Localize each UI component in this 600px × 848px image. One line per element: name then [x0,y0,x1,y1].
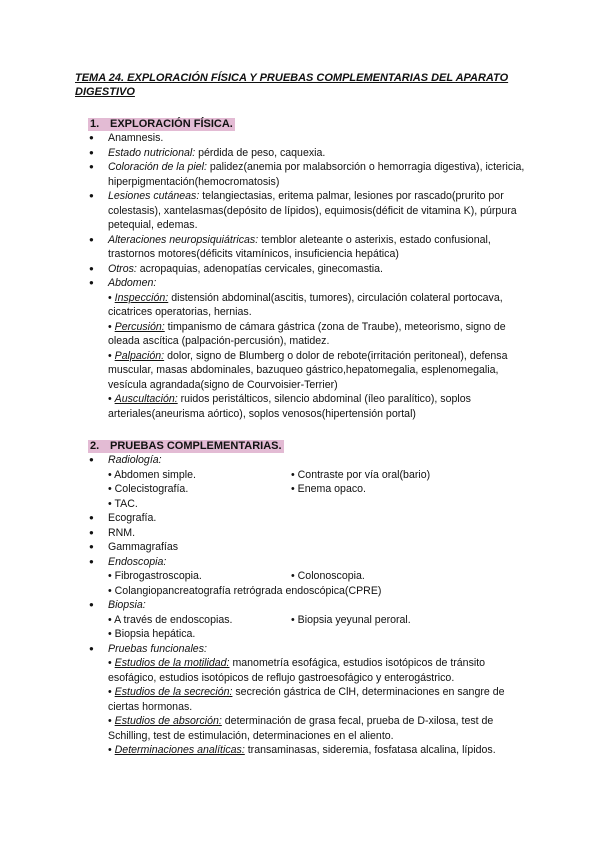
list-item [89,555,529,599]
sub-text: Abdomen simple. [114,468,196,481]
list-item [89,511,529,526]
sub-text: manometría esofágica, estudios isotópicos de tránsito esofágico, estudios isotópicos de reflujo gastroesofágico y enterogástrico. [108,657,486,684]
item-label: Otros: [108,262,137,275]
section-2-title: PRUEBAS COMPLEMENTARIAS. [110,440,282,452]
sub-label: Estudios de la motilidad: [114,657,230,669]
list-item [89,526,529,541]
sub-item-row: • Abdomen simple. • Contraste por vía oral(bario) [108,468,431,481]
sub-item: • Colangiopancreatografía retrógrada endoscópica(CPRE) [108,584,382,597]
sub-text: transaminasas, sideremia, fosfatasa alcalina, lípidos. [244,744,496,756]
sub-text: Colonoscopia. [297,570,365,582]
list-item [89,453,529,511]
item-label: Lesiones cutáneas: [108,190,200,202]
sub-text: dolor, signo de Blumberg o dolor de rebote(irritación peritoneal), defensa muscular, masas abdominales, bazuqueo gástrico,hepatomegalia, esplenomegalia, vesícula agrandada(signo de Courvoisier-Terrier) [108,349,508,391]
item-label: Estado nutricional: [108,146,196,159]
item-label: Radiología: [108,454,162,466]
sub-item: • Inspección: distensión abdominal(ascitis, tumores), circulación colateral portocava, cicatrices operatorias, hernias. [108,291,503,318]
sub-text: ruidos peristálticos, silencio abdominal (íleo paralítico), soplos arteriales(aneurisma aórtico), soplos venosos(hipertensión portal) [108,393,471,420]
sub-text: Contraste por vía oral(bario) [297,468,431,481]
sub-item: • Estudios de la motilidad: manometría esofágica, estudios isotópicos de tránsito esofágico, estudios isotópicos de reflujo gastroesofágico y enterogástrico. [108,657,486,684]
sub-label: Percusión: [114,320,165,333]
item-label: Abdomen: [108,277,157,289]
sub-item: • Biopsia hepática. [108,628,196,640]
sub-item: • Palpación: dolor, signo de Blumberg o dolor de rebote(irritación peritoneal), defensa muscular, masas abdominales, bazuqueo gástrico,hepatomegalia, esplenomegalia, vesícula agrandada(signo de Courvoisier-Terrier) [108,349,508,391]
sub-label: Estudios de la secreción: [114,686,233,698]
sub-text: Colecistografía. [114,483,189,495]
item-text: telangiectasias, eritema palmar, lesiones por rascado(prurito por colestasis), xantelasmas(depósito de lípidos), equimosis(déficit de vitamina K), púrpura petequial, edemas. [108,190,517,231]
item-text: Gammagrafías [108,541,179,553]
sub-text: Fibrogastroscopia. [114,570,202,582]
item-text: pérdida de peso, caquexia. [195,146,326,159]
sub-item: • TAC. [108,497,138,510]
section-2-list [89,453,529,758]
sub-item-row: • Colecistografía. • Enema opaco. [108,483,366,495]
section-1-list [89,131,529,421]
item-label: Alteraciones neuropsiquiátricas: [108,233,259,246]
section-1-number: 1. [90,118,100,130]
item-label: Biopsia: [108,599,146,611]
sub-label: Estudios de absorción: [114,715,222,727]
sub-item: • Determinaciones analíticas: transaminasas, sideremia, fosfatasa alcalina, lípidos. [108,744,496,756]
list-item [89,189,529,233]
item-text: acropaquias, adenopatías cervicales, ginecomastia. [136,262,383,275]
sub-item: • Estudios de absorción: determinación de grasa fecal, prueba de D-xilosa, test de Schilling, test de estimulación, determinaciones en el aliento. [108,715,494,742]
item-label: Coloración de la piel: [108,161,207,173]
list-item [89,540,529,555]
list-item [89,276,529,421]
list-item [89,262,529,277]
item-text: Ecografía. [108,512,157,524]
sub-text: determinación de grasa fecal, prueba de D-xilosa, test de Schilling, test de estimulación, determinaciones en el aliento. [108,715,494,742]
sub-text: secreción gástrica de ClH, determinaciones en sangre de ciertas hormonas. [108,686,505,713]
item-text: RNM. [108,526,136,539]
sub-item: • Auscultación: ruidos peristálticos, silencio abdominal (íleo paralítico), soplos arteriales(aneurisma aórtico), soplos venosos(hipertensión portal) [108,393,471,420]
list-item [89,160,529,189]
list-item [89,146,529,161]
sub-text: distensión abdominal(ascitis, tumores), circulación colateral portocava, cicatrices operatorias, hernias. [108,291,503,318]
document-title: TEMA 24. EXPLORACIÓN FÍSICA Y PRUEBAS COMPLEMENTARIAS DEL APARATO DIGESTIVO [75,72,509,98]
sub-item: • Percusión: timpanismo de cámara gástrica (zona de Traube), meteorismo, signo de oleada ascítica (palpación-percusión), matidez. [108,320,506,347]
sub-text: Enema opaco. [297,483,366,495]
sub-item-row: • Fibrogastroscopia. • Colonoscopia. [108,570,365,582]
section-1-heading [88,117,235,132]
section-2-heading [88,439,284,454]
sub-label: Palpación: [114,349,165,362]
section-1-title: EXPLORACIÓN FÍSICA. [110,118,233,130]
item-label: Pruebas funcionales: [108,642,207,655]
item-label: Endoscopia: [108,555,167,568]
sub-text: timpanismo de cámara gástrica (zona de Traube), meteorismo, signo de oleada ascítica (palpación-percusión), matidez. [108,320,506,347]
anamnesis-text: Anamnesis. [108,132,164,144]
sub-label: Determinaciones analíticas: [114,744,245,756]
sub-item: • Estudios de la secreción: secreción gástrica de ClH, determinaciones en sangre de ciertas hormonas. [108,686,505,713]
sub-text: A través de endoscopias. [114,613,233,626]
list-item [89,642,529,758]
sub-text: Biopsia hepática. [114,628,196,640]
sub-item-row: • A través de endoscopias. • Biopsia yeyunal peroral. [108,613,411,626]
sub-text: Biopsia yeyunal peroral. [297,613,411,626]
sub-text: Colangiopancreatografía retrógrada endoscópica(CPRE) [114,584,382,597]
sub-text: TAC. [114,497,138,510]
sub-label: Inspección: [114,291,169,304]
sub-label: Auscultación: [114,393,178,405]
list-item [89,131,529,146]
list-item [89,598,529,642]
item-text: palidez(anemia por malabsorción o hemorragia digestiva), ictericia, hiperpigmentación(hemocromatosis) [108,161,525,188]
item-text: temblor aleteante o asterixis, estado confusional, trastornos motores(déficits vitamínicos, insuficiencia hepática) [108,233,491,260]
section-2-number: 2. [90,440,100,452]
list-item [89,233,529,262]
